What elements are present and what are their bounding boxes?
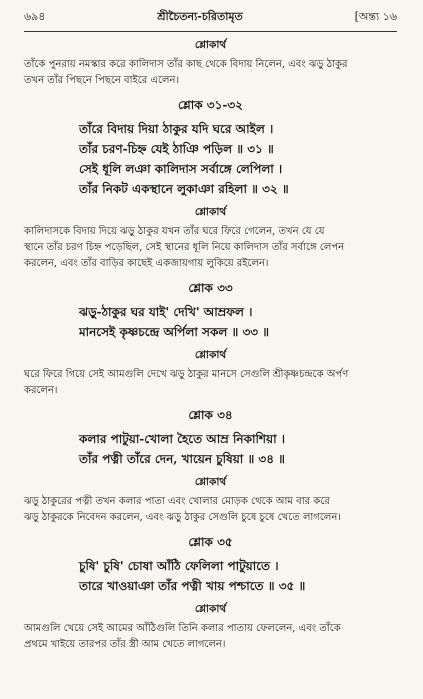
paragraph-line: ঘরে ফিরে গিয়ে সেই আমগুলি দেখে ঝড়ু ঠাকুর মানসে সেগুলি শ্রীকৃষ্ণচন্দ্রকে অর্পণ bbox=[24, 369, 349, 380]
translation-paragraph bbox=[24, 494, 397, 526]
translation-label: শ্লোকার্থ bbox=[194, 39, 227, 51]
paragraph-line: তাঁকে পুনরায় নমস্কার করে কালিদাস তাঁর কাছ থেকে বিদায় নিলেন, এবং ঝড়ু ঠাকুর bbox=[24, 59, 348, 70]
paragraph-line: করলেন, এবং তাঁর বাড়ির কাছেই একজায়গায় লুকিয়ে রইলেন। bbox=[24, 258, 269, 269]
paragraph-line: তখন তাঁর পিছনে পিছনে বাইরে এলেন। bbox=[24, 75, 180, 86]
verse-line: মানসেই কৃষ্ণচন্দ্রে অর্পিলা সকল ॥ ৩৩ ॥ bbox=[79, 325, 270, 339]
verse-line: ঝড়ু-ঠাকুর ঘর যাই' দেখি' আম্রফল । bbox=[79, 305, 253, 319]
verse-line: কলার পাটুয়া-খোলা হৈতে আম্র নিকাশিয়া । bbox=[79, 432, 286, 446]
translation-label: শ্লোকার্থ bbox=[194, 476, 227, 488]
chapter-marker: [অন্ত্য ১৬ bbox=[354, 10, 397, 23]
verse-text bbox=[24, 119, 397, 199]
translation-label: শ্লোকার্থ bbox=[194, 603, 227, 615]
page-header bbox=[24, 8, 397, 32]
verse-number: শ্লোক ৩৩ bbox=[188, 281, 233, 295]
book-title: শ্রীচৈতন্য-চরিতামৃত bbox=[157, 10, 243, 23]
verse-number: শ্লোক ৩৫ bbox=[188, 535, 233, 549]
translation-label: শ্লোকার্থ bbox=[194, 349, 227, 361]
paragraph-line: প্রথমে খাইয়ে তারপর তাঁর স্ত্রী আম খেতে লাগলেন। bbox=[24, 639, 226, 650]
verse-line: সেই ধূলি লঞা কালিদাস সর্বাঙ্গে লেপিলা । bbox=[79, 162, 283, 176]
verse-text bbox=[24, 429, 397, 469]
verse-text bbox=[24, 556, 397, 596]
page-content bbox=[24, 38, 397, 653]
paragraph-line: করলেন। bbox=[24, 385, 58, 396]
translation-paragraph bbox=[24, 224, 397, 272]
verse-line: তাঁর চরণ-চিহ্ন যেই ঠাঞি পড়িল ॥ ৩১ ॥ bbox=[79, 142, 274, 156]
translation-label: শ্লোকার্থ bbox=[194, 206, 227, 218]
verse-number: শ্লোক ৩৪ bbox=[188, 408, 233, 422]
paragraph-line: স্থানে তাঁর চরণ চিহ্ন পড়েছিল, সেই স্থানের ধূলি নিয়ে কালিদাস তাঁর সর্বাঙ্গে লেপন bbox=[24, 242, 345, 253]
verse-line: তাঁরে বিদায় দিয়া ঠাকুর যদি ঘরে আইল । bbox=[79, 122, 274, 136]
verse-number: শ্লোক ৩১-৩২ bbox=[178, 98, 243, 112]
translation-paragraph bbox=[24, 57, 397, 89]
verse-line: তারে খাওয়াঞা তাঁর পত্নী খায় পশ্চাতে ॥ ৩৫ ॥ bbox=[79, 579, 306, 593]
paragraph-line: ঝড়ু ঠাকুরের পত্নী তখন কলার পাতা এবং খোলার মোড়ক থেকে আম বার করে bbox=[24, 496, 330, 507]
paragraph-line: আমগুলি খেয়ে সেই আমের আঁঠিগুলি তিনি কলার পাতায় ফেললেন, এবং তাঁকে bbox=[24, 623, 341, 634]
page-number: ৬৯৪ bbox=[24, 10, 46, 23]
verse-line: তাঁর পত্নী তাঁরে দেন, খায়েন চুষিয়া ॥ ৩৪ ॥ bbox=[79, 452, 285, 466]
translation-paragraph bbox=[24, 367, 397, 399]
verse-line: তাঁর নিকট একস্থানে লুকাঞা রহিলা ॥ ৩২ ॥ bbox=[79, 182, 289, 196]
verse-text bbox=[24, 302, 397, 342]
verse-line: চুষি' চুষি' চোষা আঁঠি ফেলিলা পাটুয়াতে । bbox=[79, 559, 279, 573]
paragraph-line: ঝড়ু ঠাকুরকে নিবেদন করলেন, এবং ঝড়ু ঠাকুর সেগুলি চুষে চুষে খেতে লাগলেন। bbox=[24, 512, 341, 523]
paragraph-line: কালিদাসকে বিদায় দিয়ে ঝড়ু ঠাকুর যখন তাঁর ঘরে ফিরে গেলেন, তখন যে যে bbox=[24, 226, 325, 237]
translation-paragraph bbox=[24, 621, 397, 653]
